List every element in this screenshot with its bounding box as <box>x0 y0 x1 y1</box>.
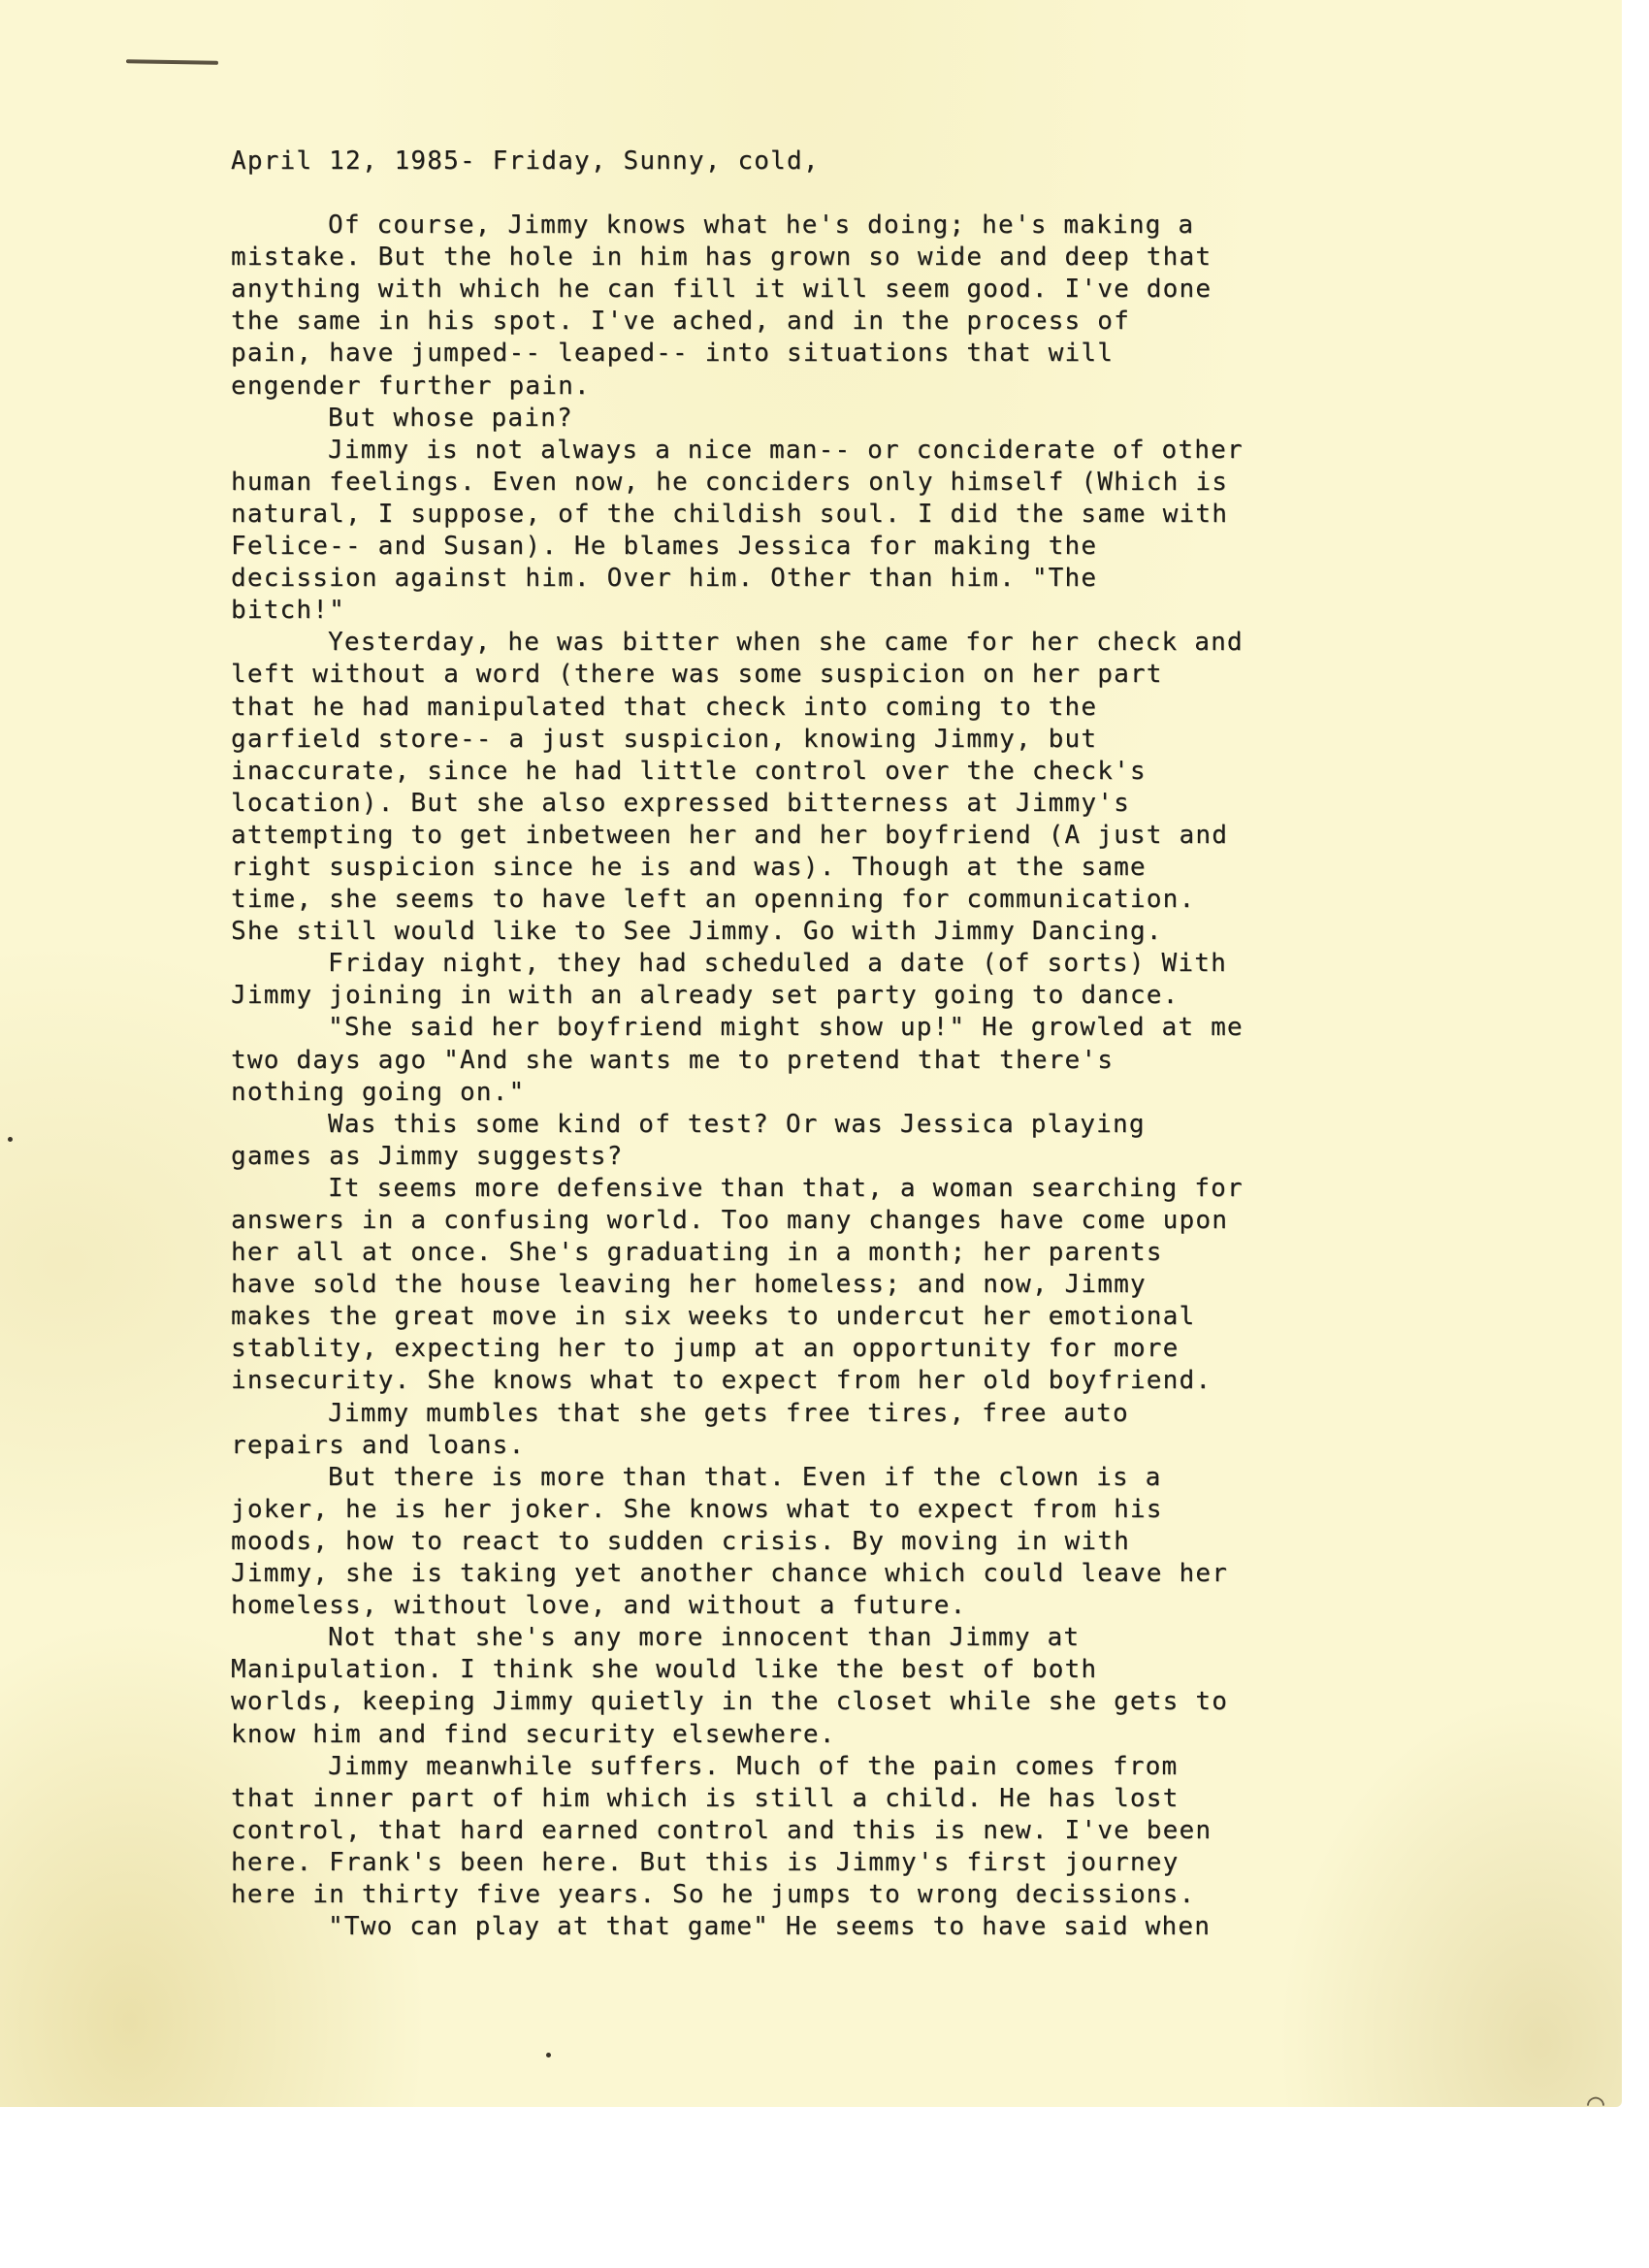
text-line: inaccurate, since he had little control over the check's <box>231 756 1147 786</box>
text-line: human feelings. Even now, he conciders only himself (Which is <box>231 467 1229 497</box>
text-line: worlds, keeping Jimmy quietly in the closet while she gets to <box>231 1687 1229 1717</box>
text-line: moods, how to react to sudden crisis. By moving in with <box>231 1526 1130 1556</box>
text-line: insecurity. She knows what to expect from her old boyfriend. <box>231 1366 1212 1396</box>
text-line: here in thirty five years. So he jumps to wrong decissions. <box>231 1879 1196 1909</box>
text-line: Yesterday, he was bitter when she came for her check and <box>328 628 1244 658</box>
text-line: answers in a confusing world. Too many changes have come upon <box>231 1206 1229 1235</box>
text-line: engender further pain. <box>231 371 591 401</box>
text-line: It seems more defensive than that, a woman searching for <box>328 1173 1244 1203</box>
text-line: Jimmy meanwhile suffers. Much of the pain comes from <box>328 1751 1179 1781</box>
text-line: repairs and loans. <box>231 1430 526 1460</box>
text-line: know him and find security elsewhere. <box>231 1719 836 1749</box>
text-line: control, that hard earned control and this is new. I've been <box>231 1815 1212 1845</box>
text-line: time, she seems to have left an openning for communication. <box>231 885 1196 915</box>
staple-mark <box>126 59 218 65</box>
text-line: "Two can play at that game" He seems to have said when <box>328 1912 1212 1942</box>
text-line: nothing going on." <box>231 1077 526 1107</box>
text-line: But whose pain? <box>328 403 573 433</box>
text-line: Jimmy, she is taking yet another chance which could leave her <box>231 1559 1229 1589</box>
text-line: the same in his spot. I've ached, and in the process of <box>231 307 1130 337</box>
text-line: that inner part of him which is still a child. He has lost <box>231 1783 1180 1813</box>
text-line: Of course, Jimmy knows what he's doing; he's making a <box>328 211 1195 241</box>
text-line: stablity, expecting her to jump at an opportunity for more <box>231 1334 1180 1364</box>
text-line: makes the great move in six weeks to undercut her emotional <box>231 1302 1196 1332</box>
text-line: Was this some kind of test? Or was Jessica playing <box>328 1109 1146 1139</box>
text-line: anything with which he can fill it will seem good. I've done <box>231 275 1212 305</box>
text-line: pain, have jumped-- leaped-- into situations that will <box>231 339 1115 369</box>
text-line: right suspicion since he is and was). Though at the same <box>231 852 1147 882</box>
entry-body <box>231 210 1434 1943</box>
ink-dot <box>8 1137 13 1142</box>
text-line: decission against him. Over him. Other than him. "The <box>231 564 1098 594</box>
text-line: that he had manipulated that check into coming to the <box>231 692 1098 722</box>
text-line: left without a word (there was some suspicion on her part <box>231 660 1163 690</box>
text-line: homeless, without love, and without a future. <box>231 1591 967 1621</box>
typed-journal-entry <box>231 146 1434 1943</box>
text-line: two days ago "And she wants me to pretend that there's <box>231 1045 1115 1075</box>
text-line: Jimmy mumbles that she gets free tires, free auto <box>328 1398 1129 1428</box>
text-line: attempting to get inbetween her and her boyfriend (A just and <box>231 820 1229 850</box>
text-line: Jimmy is not always a nice man-- or conciderate of other <box>328 435 1244 465</box>
text-line: her all at once. She's graduating in a month; her parents <box>231 1238 1163 1268</box>
ink-dot <box>546 2053 551 2057</box>
text-line: natural, I suppose, of the childish soul. I did the same with <box>231 499 1229 529</box>
entry-date: April 12, 1985- Friday, Sunny, cold, <box>231 146 820 176</box>
torn-corner-mark: ⌒ <box>1587 2086 1605 2120</box>
text-line: Manipulation. I think she would like the best of both <box>231 1655 1098 1685</box>
text-line: She still would like to See Jimmy. Go with Jimmy Dancing. <box>231 917 1163 947</box>
text-line: location). But she also expressed bitterness at Jimmy's <box>231 788 1130 818</box>
text-line: garfield store-- a just suspicion, knowing Jimmy, but <box>231 724 1098 754</box>
text-line: have sold the house leaving her homeless; and now, Jimmy <box>231 1270 1147 1300</box>
text-line: "She said her boyfriend might show up!" He growled at me <box>328 1013 1244 1043</box>
text-line: joker, he is her joker. She knows what to expect from his <box>231 1494 1163 1524</box>
text-line: Felice-- and Susan). He blames Jessica for making the <box>231 532 1098 562</box>
text-line: mistake. But the hole in him has grown so wide and deep that <box>231 243 1212 273</box>
text-line: Friday night, they had scheduled a date (of sorts) With <box>328 949 1227 979</box>
text-line: bitch!" <box>231 596 345 626</box>
text-line: here. Frank's been here. But this is Jimmy's first journey <box>231 1847 1180 1877</box>
text-line: Jimmy joining in with an already set party going to dance. <box>231 981 1180 1011</box>
text-line: Not that she's any more innocent than Jimmy at <box>328 1623 1081 1653</box>
text-line: games as Jimmy suggests? <box>231 1141 624 1171</box>
text-line: But there is more than that. Even if the clown is a <box>328 1462 1162 1492</box>
